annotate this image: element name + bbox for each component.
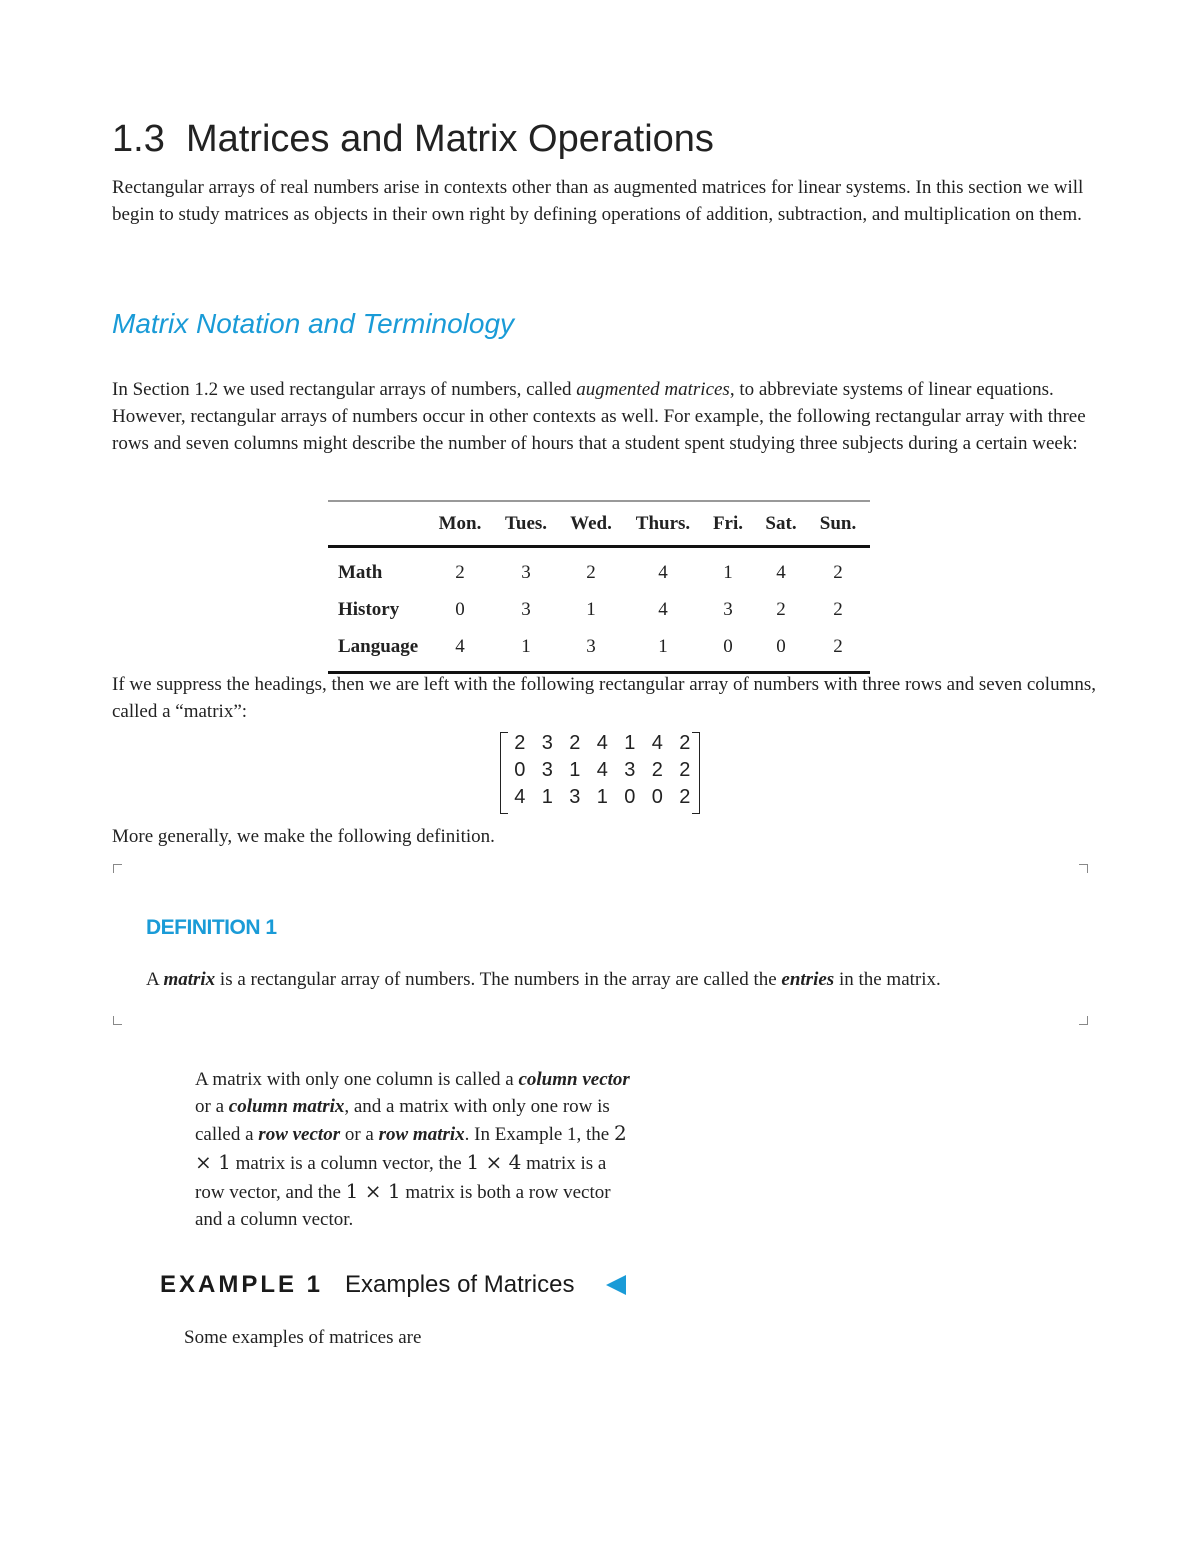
table-cell: 3 xyxy=(723,598,733,620)
table-cell: 2 xyxy=(776,598,786,620)
table-cell: 0 xyxy=(776,635,786,657)
column-header: Mon. xyxy=(438,512,482,534)
table-cell: 2 xyxy=(455,561,465,583)
definition-text xyxy=(146,966,941,993)
study-hours-table xyxy=(328,500,870,674)
column-header: Sat. xyxy=(765,512,797,534)
term-entries: entries xyxy=(781,969,835,990)
matrix-entry: 1 xyxy=(596,786,608,808)
note-text: . In Example 1, the xyxy=(464,1124,614,1146)
matrix-grid xyxy=(506,730,699,811)
term-row-matrix: row matrix xyxy=(378,1124,465,1146)
column-header: Sun. xyxy=(819,512,857,534)
matrix-entry: 2 xyxy=(679,732,691,754)
margin-note xyxy=(195,1067,635,1233)
corner-mark-bottom-right xyxy=(1079,1016,1088,1025)
matrix-entry: 4 xyxy=(596,732,608,754)
term-column-vector: column vector xyxy=(518,1069,630,1090)
table-cell: 3 xyxy=(586,635,596,657)
table-cell: 0 xyxy=(723,635,733,657)
table-cell: 2 xyxy=(833,561,843,583)
row-header: Language xyxy=(338,635,419,657)
term-row-vector: row vector xyxy=(258,1124,341,1146)
example-title: Examples of Matrices xyxy=(345,1271,575,1298)
intro-paragraph: Rectangular arrays of real numbers arise in contexts other than as augmented matrices for linear systems. In this section we will begin to study matrices as objects in their own right by defining operations of addition, subtraction, and multiplication on them. xyxy=(112,177,1084,225)
example-label: EXAMPLE 1 xyxy=(160,1271,324,1298)
term-column-matrix: column matrix xyxy=(228,1095,345,1117)
matrix-entry: 3 xyxy=(569,786,581,808)
matrix-entry: 3 xyxy=(541,732,553,754)
column-header: Tues. xyxy=(504,512,548,534)
left-arrow-icon[interactable] xyxy=(606,1275,626,1295)
table-cell: 4 xyxy=(658,598,668,620)
page-title: 1.3 Matrices and Matrix Operations xyxy=(112,118,714,160)
matrix-entry: 2 xyxy=(679,786,691,808)
corner-mark-top-right xyxy=(1079,864,1088,873)
table-corner-cell xyxy=(328,501,424,547)
matrix-entry: 4 xyxy=(514,786,526,808)
term-matrix: matrix xyxy=(163,969,216,990)
table-cell: 1 xyxy=(723,561,733,583)
para-text: , to abbreviate systems of linear equations. However, rectangular arrays of numbers occur in other contexts as well. For example, the following rectangular array with three rows and seven columns might describe the number of hours that a student spent studying three subjects during a certain week: xyxy=(112,379,1086,454)
matrix-entry: 4 xyxy=(596,759,608,781)
example-text: Some examples of matrices are xyxy=(184,1327,422,1348)
note-text: or a xyxy=(340,1124,379,1146)
note-text: matrix is a row vector, and the xyxy=(195,1153,607,1203)
table-cell: 4 xyxy=(658,561,668,583)
section-heading: Matrix Notation and Terminology xyxy=(112,308,515,339)
matrix-entry: 2 xyxy=(651,759,663,781)
table-cell: 2 xyxy=(586,561,596,583)
table-cell: 2 xyxy=(833,635,843,657)
table-row xyxy=(328,591,870,628)
column-header: Wed. xyxy=(570,512,612,534)
math-1x4: 1 × 4 xyxy=(466,1150,522,1175)
table-cell: 1 xyxy=(658,635,668,657)
matrix-entry: 1 xyxy=(541,786,553,808)
matrix-entry: 0 xyxy=(651,786,663,808)
table-header-row xyxy=(328,501,870,547)
matrix-entry: 2 xyxy=(569,732,581,754)
def-text-part: A xyxy=(146,969,164,990)
corner-mark-bottom-left xyxy=(113,1016,122,1025)
definition-title: DEFINITION 1 xyxy=(146,916,277,939)
row-header: Math xyxy=(338,561,383,583)
matrix-entry: 3 xyxy=(624,759,636,781)
math-1x1: 1 × 1 xyxy=(345,1178,401,1203)
matrix-entry: 0 xyxy=(514,759,526,781)
term-augmented-matrices: augmented matrices xyxy=(576,379,730,400)
note-text: matrix is a column vector, the xyxy=(230,1153,467,1175)
para-text: In Section 1.2 we used rectangular arrays of numbers, called xyxy=(112,379,577,400)
note-text: matrix is both a row vector and a column vector. xyxy=(195,1181,611,1230)
note-text: A matrix with only one column is called a xyxy=(195,1069,519,1090)
notation-paragraph xyxy=(112,376,1102,457)
math-2x1: 2 × 1 xyxy=(195,1121,627,1175)
table-cell: 3 xyxy=(521,561,531,583)
table-cell: 1 xyxy=(521,635,531,657)
matrix-entry: 0 xyxy=(624,786,636,808)
table-cell: 2 xyxy=(833,598,843,620)
matrix-entry: 4 xyxy=(651,732,663,754)
corner-mark-top-left xyxy=(113,864,122,873)
matrix-entry: 2 xyxy=(679,759,691,781)
table-cell: 3 xyxy=(521,598,531,620)
table-cell: 0 xyxy=(455,598,465,620)
column-header: Thurs. xyxy=(635,512,691,534)
note-text: or a xyxy=(195,1095,229,1117)
def-text-part: is a rectangular array of numbers. The numbers in the array are called the xyxy=(215,969,782,990)
row-header: History xyxy=(338,598,400,620)
note-text: , and a matrix with only one row is called a xyxy=(195,1095,610,1146)
def-text-part: in the matrix. xyxy=(834,969,941,990)
table-row xyxy=(328,628,870,673)
matrix-entry: 1 xyxy=(624,732,636,754)
table-cell: 1 xyxy=(586,598,596,620)
column-header: Fri. xyxy=(712,512,744,534)
table-row xyxy=(328,547,870,592)
suppress-paragraph: If we suppress the headings, then we are left with the following rectangular array of numbers with three rows and seven columns, called a “matrix”: xyxy=(112,674,1097,722)
matrix-entry: 1 xyxy=(569,759,581,781)
matrix-entry: 3 xyxy=(541,759,553,781)
table-cell: 4 xyxy=(776,561,786,583)
right-bracket xyxy=(692,732,700,814)
matrix-display xyxy=(500,730,700,815)
matrix-entry: 2 xyxy=(514,732,526,754)
example-heading xyxy=(160,1268,626,1302)
definition-intro: More generally, we make the following definition. xyxy=(112,826,495,847)
table-cell: 4 xyxy=(455,635,465,657)
